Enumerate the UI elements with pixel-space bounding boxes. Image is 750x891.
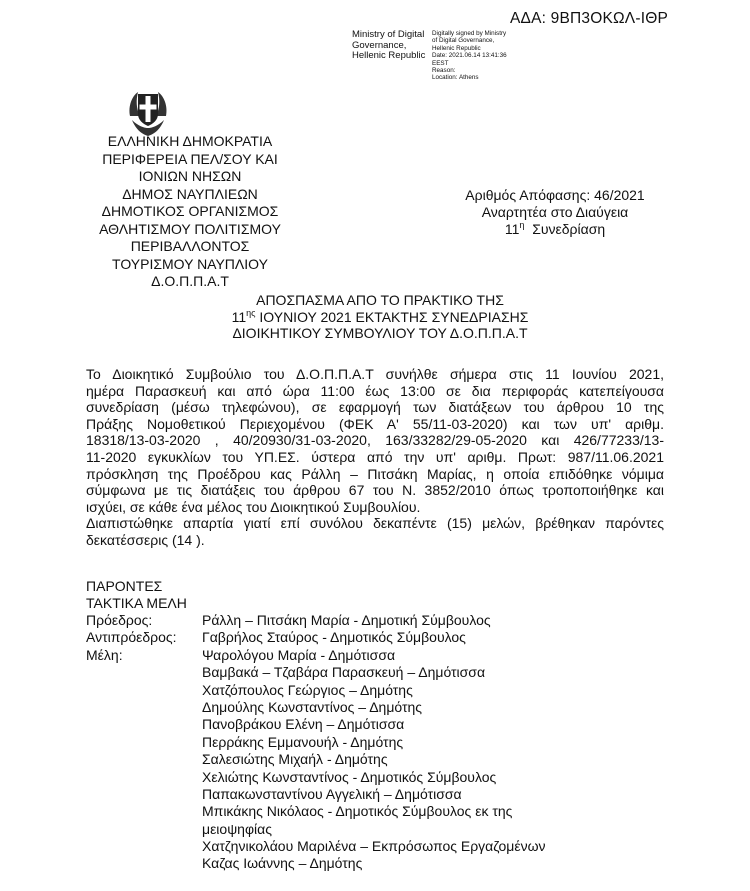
member-name: Πανοβράκου Ελένη – Δημότισσα	[202, 716, 405, 733]
member-name: Ψαρολόγου Μαρία - Δημότισσα	[202, 646, 396, 663]
member-name: Μπικάκης Νικόλαος - Δημοτικός Σύμβουλος εκ της	[202, 803, 513, 820]
member-name: Παπακωνσταντίνου Αγγελική – Δημότισσα	[202, 785, 462, 802]
authority-line: ΙΟΝΙΩΝ ΝΗΣΩΝ	[138, 168, 242, 184]
minutes-body	[86, 366, 664, 549]
body-line: Πράξης Νομοθετικού Περιεχομένου (ΦΕΚ Α' 55/11-03-2020) και των υπ' αριθμ.	[86, 415, 664, 432]
signature-detail-line: Digitally signed by Ministry	[432, 30, 507, 37]
authority-line: ΔΗΜΟΤΙΚΟΣ ΟΡΓΑΝΙΣΜΟΣ	[101, 203, 279, 219]
present-section	[86, 578, 187, 611]
list-item	[86, 734, 666, 751]
member-name: Καζας Ιωάννης – Δημότης	[202, 855, 363, 872]
signature-issuer-line: Ministry of Digital	[352, 29, 425, 40]
ada-code: ΑΔΑ: 9ΒΠ3ΟΚΩΛ-ΙΘΡ	[510, 10, 669, 27]
list-item	[86, 664, 666, 681]
list-item	[86, 629, 666, 646]
body-line: 11-2020 εγκυκλίων του ΥΠ.ΕΣ. ύστερα από την υπ' αριθμ. Πρωτ: 987/11.06.2021	[86, 448, 664, 465]
quorum-line: δεκατέσσερις (14 ).	[86, 531, 205, 548]
body-line: πρόσκληση της Προέδρου κας Ράλλη – Πιτσάκη Μαρίας, η οποία επιδόθηκε νόμιμα	[86, 465, 664, 482]
member-name: Σαλεσιώτης Μιχαήλ - Δημότης	[202, 751, 388, 768]
authority-line: ΔΗΜΟΣ ΝΑΥΠΛΙΕΩΝ	[122, 185, 258, 202]
session-number: $11^\eta$ Συνεδρίαση	[504, 220, 606, 237]
signature-detail-line: Hellenic Republic	[432, 44, 481, 52]
authority-line: ΕΛΛΗΝΙΚΗ ΔΗΜΟΚΡΑΤΙΑ	[107, 133, 273, 149]
body-line: ημέρα Παρασκευή και από ώρα 11:00 έως 13:00 σε δια περιφοράς κατεπείγουσα	[86, 382, 664, 399]
decision-info	[430, 187, 680, 238]
body-line: συνεδρίαση (μέσω τηλεφώνου), σε εφαρμογή των διατάξεων του άρθρου 10 της	[86, 399, 664, 416]
greek-coat-of-arms-icon	[124, 86, 172, 138]
authority-line: ΤΟΥΡΙΣΜΟΥ ΝΑΥΠΛΙΟΥ	[112, 255, 268, 272]
member-name: Βαμβακά – Τζαβάρα Παρασκευή – Δημότισσα	[202, 664, 486, 681]
list-item	[86, 612, 666, 629]
body-line: 18318/13-03-2020 , 40/20930/31-03-2020, 163/33282/29-05-2020 και 426/77233/13-	[86, 432, 664, 449]
list-item	[86, 786, 666, 803]
decision-number: Αριθμός Απόφασης: 46/2021	[465, 187, 645, 203]
excerpt-line: ΔΙΟΙΚΗΤΙΚΟΥ ΣΥΜΒΟΥΛΙΟΥ ΤΟΥ Δ.Ο.Π.Π.Α.Τ	[232, 325, 528, 341]
member-name: Περράκης Εμμανουήλ - Δημότης	[202, 733, 404, 750]
list-item	[86, 769, 666, 786]
members-list	[86, 612, 666, 873]
list-item	[86, 716, 666, 733]
member-name: Ράλλη – Πιτσάκη Μαρία - Δημοτική Σύμβουλος	[202, 612, 491, 628]
body-line: σύμφωνα με τις διατάξεις του άρθρου 67 του Ν. 3852/2010 όπως τροποποιήθηκε και	[86, 482, 664, 499]
signature-issuer-line: Hellenic Republic	[352, 50, 426, 61]
body-line: Το Διοικητικό Συμβούλιο του Δ.Ο.Π.Π.Α.Τ συνήλθε σήμερα στις 11 Ιουνίου 2021,	[86, 366, 664, 382]
authority-line: ΠΕΡΙΒΑΛΛΟΝΤΟΣ	[130, 238, 250, 254]
signature-detail-line: EEST	[432, 59, 449, 67]
decision-posting: Αναρτητέα στο Διαύγεια	[481, 204, 629, 220]
signature-detail-line: Date: 2021.06.14 13:41:36	[432, 52, 507, 60]
member-name: Χατζηνικολάου Μαριλένα – Εκπρόσωπος Εργαζομένων	[202, 838, 546, 855]
body-line: ισχύει, σε κάθε ένα μέλος του Διοικητικού Συμβουλίου.	[86, 498, 421, 515]
member-role: Μέλη:	[86, 646, 123, 663]
list-item	[86, 821, 666, 838]
member-name: Χατζόπουλος Γεώργιος – Δημότης	[202, 681, 413, 698]
member-name: Γαβρήλος Σταύρος - Δημοτικός Σύμβουλος	[202, 629, 466, 646]
list-item	[86, 699, 666, 716]
authority-line: ΑΘΛΗΤΙΣΜΟΥ ΠΟΛΙΤΙΣΜΟΥ	[99, 220, 281, 237]
authority-line: Δ.Ο.Π.Π.Α.Τ	[151, 273, 229, 289]
signature-issuer-line: Governance,	[352, 39, 407, 51]
member-name-continued: μειοψηφίας	[202, 820, 272, 837]
authority-line: ΠΕΡΙΦΕΡΕΙΑ ΠΕΛ/ΣΟΥ ΚΑΙ	[102, 150, 278, 167]
member-name: Χελιώτης Κωνσταντίνος - Δημοτικός Σύμβουλος	[202, 768, 497, 785]
list-item	[86, 682, 666, 699]
signature-detail-line: of Digital Governance,	[432, 37, 495, 45]
list-item	[86, 855, 666, 872]
excerpt-line: $11^{\eta\varsigma}$ ΙΟΥΝΙΟΥ 2021 ΕΚΤΑΚΤΗΣ ΣΥΝΕΔΡΙΑΣΗΣ	[231, 307, 529, 325]
quorum-line: Διαπιστώθηκε απαρτία γιατί επί συνόλου δεκαπέντε (15) μελών, βρέθηκαν παρόντες	[86, 515, 664, 532]
issuing-authority	[60, 133, 320, 291]
regular-members-heading: ΤΑΚΤΙΚΑ ΜΕΛΗ	[86, 594, 187, 611]
signature-detail-line: Reason:	[432, 67, 456, 75]
member-role: Αντιπρόεδρος:	[86, 629, 177, 646]
member-name: Δημούλης Κωνσταντίνος – Δημότης	[202, 698, 423, 715]
signature-details	[432, 30, 507, 82]
member-role: Πρόεδρος:	[86, 612, 153, 628]
signature-detail-line: Location: Athens	[432, 74, 479, 82]
excerpt-line: ΑΠΟΣΠΑΣΜΑ ΑΠΟ ΤΟ ΠΡΑΚΤΙΚΟ ΤΗΣ	[256, 292, 504, 308]
list-item	[86, 751, 666, 768]
present-heading: ΠΑΡΟΝΤΕΣ	[86, 578, 163, 594]
list-item	[86, 838, 666, 855]
list-item	[86, 647, 666, 664]
list-item	[86, 803, 666, 820]
signature-issuer	[352, 30, 425, 62]
excerpt-title	[120, 292, 640, 342]
